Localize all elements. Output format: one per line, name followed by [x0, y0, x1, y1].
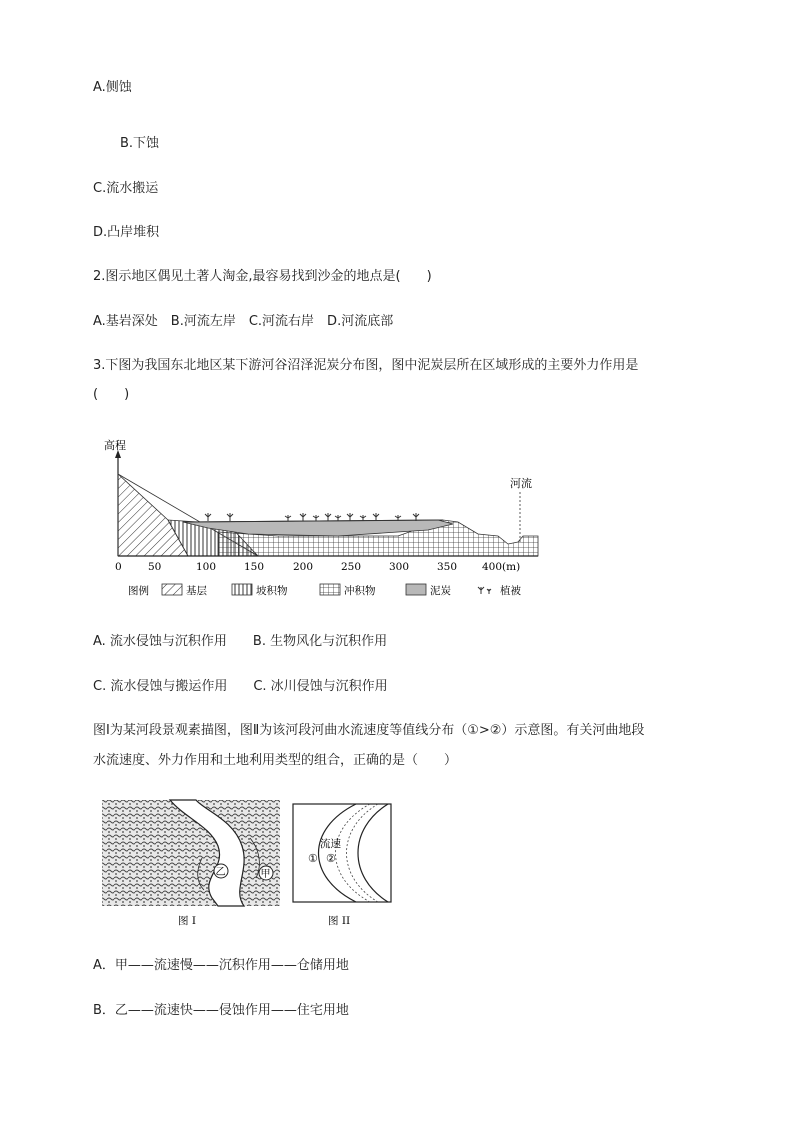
- legend-swatch-peat: [406, 584, 426, 595]
- figure-2-caption: 图 II: [328, 915, 351, 927]
- q4-option-a: A．甲——流速慢——沉积作用——仓储用地: [93, 958, 349, 973]
- legend-swatch-vegetation: [478, 587, 491, 594]
- q3-options-cd: C. 流水侵蚀与搬运作用 C. 冰川侵蚀与沉积作用: [93, 679, 388, 694]
- x-axis-ticks: [115, 561, 520, 573]
- q3-stem-line1: 3.下图为我国东北地区某下游河谷沼泽泥炭分布图，图中泥炭层所在区域形成的主要外力作用是: [93, 358, 639, 373]
- legend-label: 植被: [500, 585, 521, 597]
- x-tick: 100: [196, 561, 217, 573]
- legend-label: 泥炭: [430, 585, 451, 597]
- q1-option-b: B.下蚀: [120, 136, 160, 151]
- x-tick: 350: [437, 561, 458, 573]
- q1-option-c: C.流水搬运: [93, 181, 159, 196]
- q1-option-d: D.凸岸堆积: [93, 225, 160, 240]
- flow-velocity-isoline-diagram: [292, 803, 394, 930]
- y-axis-label: 高程: [104, 439, 126, 452]
- vegetation-symbols: [205, 513, 419, 521]
- x-tick: 50: [148, 561, 162, 573]
- isoline-label-1: ①: [308, 852, 318, 865]
- legend-title: 图例: [128, 585, 149, 597]
- q2-stem: 2.图示地区偶见土著人淘金,最容易找到沙金的地点是( ): [93, 269, 432, 284]
- x-tick: 200: [293, 561, 314, 573]
- x-tick: 0: [115, 561, 122, 573]
- q2-options: A.基岩深处 B.河流左岸 C.河流右岸 D.河流底部: [93, 314, 394, 329]
- x-tick: 300: [389, 561, 410, 573]
- legend-label: 坡积物: [256, 585, 288, 597]
- isoline-label-2: ②: [326, 852, 336, 865]
- point-jia-label: 甲: [260, 869, 271, 880]
- q3-options-ab: A. 流水侵蚀与沉积作用 B. 生物风化与沉积作用: [93, 634, 388, 649]
- q4-stem-line1: 图Ⅰ为某河段景观素描图，图Ⅱ为该河段河曲水流速度等值线分布（①>②）示意图。有关河曲地段: [93, 723, 645, 738]
- q3-stem-line2: ( ): [93, 387, 130, 402]
- valley-cross-section-figure: [98, 432, 548, 602]
- legend-label: 冲积物: [344, 585, 376, 597]
- legend-swatch-slope: [232, 584, 252, 595]
- q4-stem-line2: 水流速度、外力作用和土地利用类型的组合，正确的是（ ）: [93, 753, 458, 768]
- q1-option-a: A.侧蚀: [93, 80, 132, 95]
- x-tick: 150: [244, 561, 265, 573]
- river-landscape-sketch: [100, 798, 282, 930]
- x-tick: 250: [341, 561, 362, 573]
- point-yi-label: 乙: [215, 867, 226, 878]
- q4-option-b: B．乙——流速快——侵蚀作用——住宅用地: [93, 1003, 349, 1018]
- bedrock-layer: [118, 474, 188, 556]
- legend-swatch-alluvium: [320, 584, 340, 595]
- figure-legend: [128, 584, 521, 597]
- figure-1-caption: 图 I: [178, 915, 196, 927]
- x-tick: 400(m): [482, 561, 521, 573]
- flow-speed-label: 流速: [320, 838, 341, 850]
- legend-label: 基层: [186, 585, 207, 597]
- legend-swatch-bedrock: [162, 584, 182, 595]
- river-label: 河流: [510, 477, 532, 490]
